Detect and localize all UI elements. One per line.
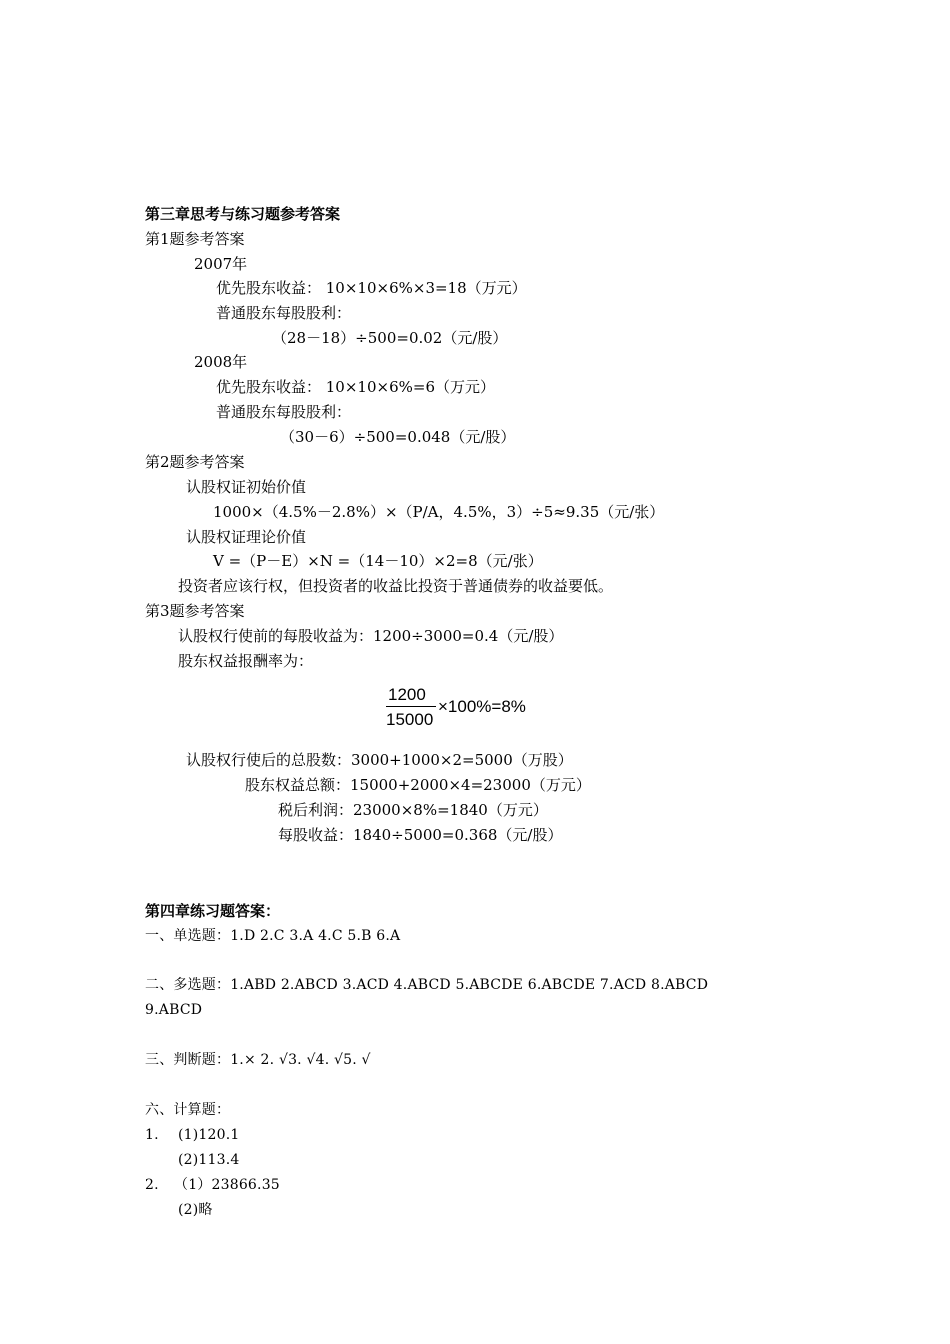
calc2-number: 2. xyxy=(145,1177,159,1193)
multi-choice-answers: 二、多选题：1.ABD 2.ABCD 3.ACD 4.ABCD 5.ABCDE 6.ABCDE 7.ACD 8.ABCD xyxy=(145,977,709,993)
q3-eps-after: 每股收益：1840÷5000=0.368（元/股） xyxy=(278,826,563,844)
calc1-number: 1. xyxy=(145,1127,159,1143)
chapter3-title: 第三章思考与练习题参考答案 xyxy=(145,205,341,223)
multi-choice-answers-cont: 9.ABCD xyxy=(145,1002,203,1018)
q1-year-2008: 2008年 xyxy=(194,353,248,371)
calc-heading: 六、计算题： xyxy=(145,1102,231,1118)
formula-denominator: 15000 xyxy=(386,710,434,729)
calc2-part1: （1）23866.35 xyxy=(174,1177,280,1193)
q2-init-label: 认股权证初始价值 xyxy=(186,478,307,496)
q3-net-profit: 税后利润：23000×8%=1840（万元） xyxy=(278,801,548,819)
q2-heading: 第2题参考答案 xyxy=(145,453,245,471)
q1-common-label-2007: 普通股东每股股利： xyxy=(216,304,352,322)
q1-pref-2007: 优先股东收益： 10×10×6%×3=18（万元） xyxy=(216,279,527,297)
q1-pref-2008: 优先股东收益： 10×10×6%=6（万元） xyxy=(216,378,495,396)
q3-shares-after: 认股权行使后的总股数：3000+1000×2=5000（万股） xyxy=(186,751,573,769)
single-choice-answers: 一、单选题：1.D 2.C 3.A 4.C 5.B 6.A xyxy=(145,928,401,944)
chapter4-title: 第四章练习题答案： xyxy=(145,902,281,920)
calc1-part1: (1)120.1 xyxy=(178,1127,240,1143)
true-false-answers: 三、判断题：1.× 2. √3. √4. √5. √ xyxy=(145,1052,371,1068)
formula-numerator: 1200 xyxy=(388,685,426,704)
q2-theory-label: 认股权证理论价值 xyxy=(186,528,307,546)
calc2-part2: (2)略 xyxy=(178,1202,213,1218)
q3-heading: 第3题参考答案 xyxy=(145,602,245,620)
q1-common-calc-2007: （28－18）÷500=0.02（元/股） xyxy=(272,329,508,347)
q2-theory-calc: V =（P－E）×N =（14－10）×2=8（元/张） xyxy=(213,552,543,570)
q3-equity-total: 股东权益总额：15000+2000×4=23000（万元） xyxy=(245,776,591,794)
q1-heading: 第1题参考答案 xyxy=(145,230,245,248)
q1-common-calc-2008: （30－6）÷500=0.048（元/股） xyxy=(280,428,516,446)
formula-multiplier: ×100%=8% xyxy=(438,697,526,716)
q1-year-2007: 2007年 xyxy=(194,255,248,273)
roe-formula xyxy=(386,683,556,731)
q3-roe-label: 股东权益报酬率为： xyxy=(178,652,314,670)
q2-init-calc: 1000×（4.5%－2.8%）×（P/A，4.5%，3）÷5≈9.35（元/张） xyxy=(213,503,665,521)
q3-eps-before: 认股权行使前的每股收益为：1200÷3000=0.4（元/股） xyxy=(178,627,564,645)
q1-common-label-2008: 普通股东每股股利： xyxy=(216,403,352,421)
fraction-bar xyxy=(386,706,436,707)
calc1-part2: (2)113.4 xyxy=(178,1152,240,1168)
q2-conclusion: 投资者应该行权，但投资者的收益比投资于普通债券的收益要低。 xyxy=(178,577,614,595)
